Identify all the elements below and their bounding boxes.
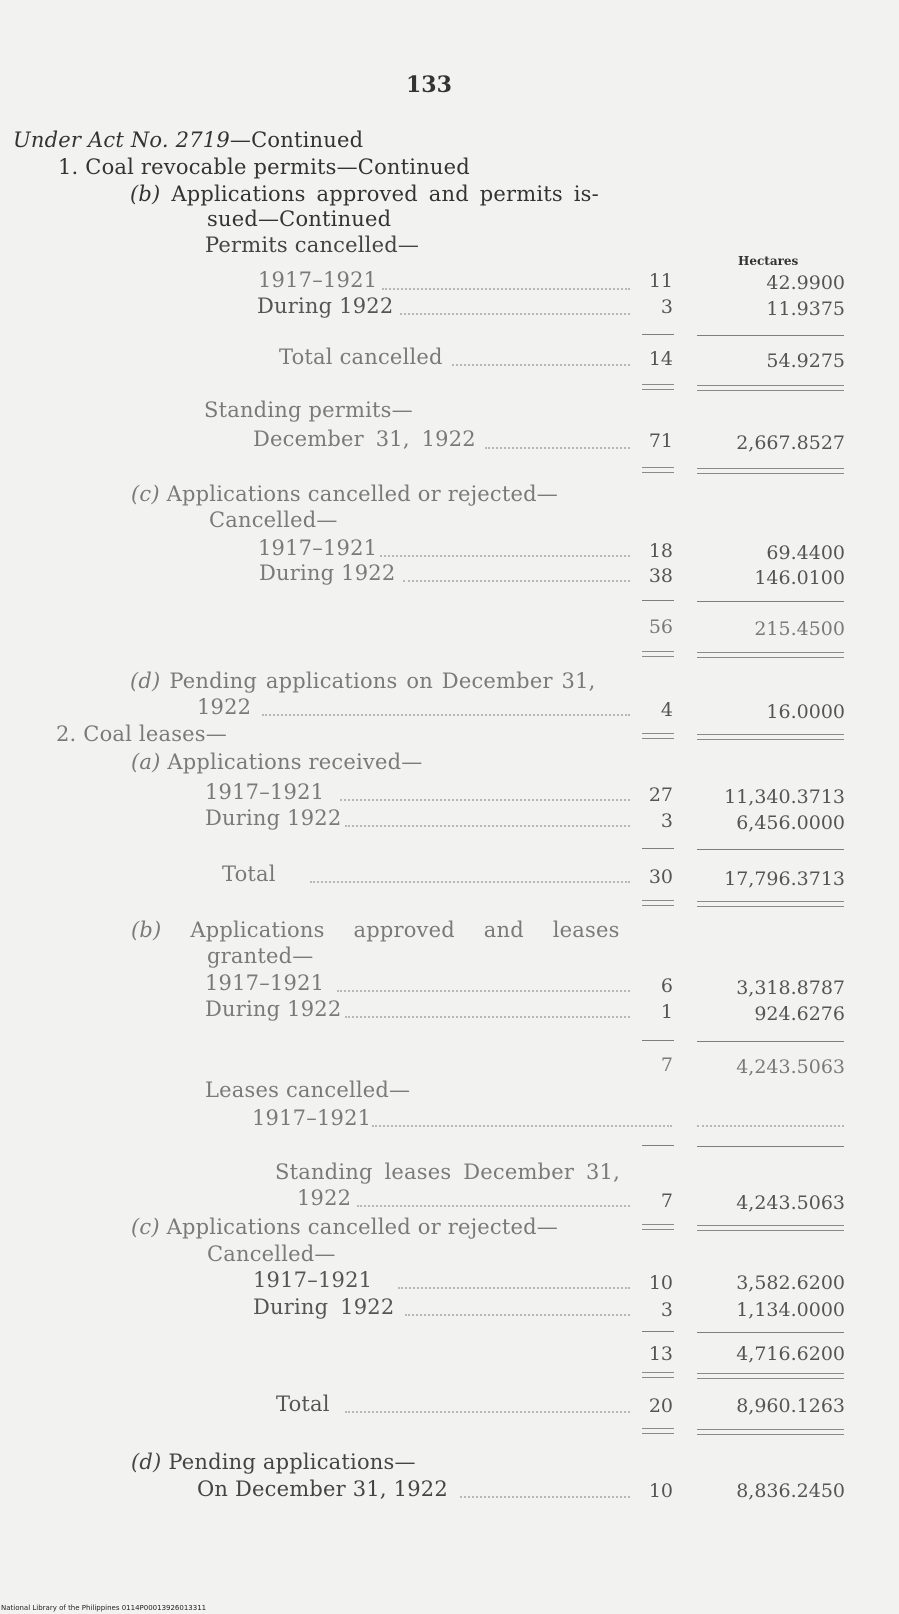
s2-c-total-count: 20: [648, 1395, 673, 1417]
page-number: 133: [406, 72, 452, 98]
s2-a-row1-count: 27: [648, 784, 673, 806]
s1-standing-row-label: December 31, 1922: [253, 427, 476, 451]
total-double-rule: [642, 651, 674, 657]
leader-dots: [697, 1125, 844, 1127]
s1-c-total-count: 56: [648, 616, 673, 638]
s2-c-total-label: Total: [276, 1392, 330, 1416]
s2-a-row2-label: During 1922: [205, 806, 342, 830]
s2-c-title: (c) Applications cancelled or rejected—: [131, 1215, 558, 1239]
s2-standing-row-count: 7: [660, 1190, 673, 1212]
s2-c-row1-count: 10: [648, 1272, 673, 1294]
permits-cancelled-label: Permits cancelled—: [205, 233, 420, 257]
footer-note: National Library of the Philippines 0114P00013926013311: [1, 1604, 207, 1612]
s1-c-row2-label: During 1922: [259, 561, 396, 585]
total-double-rule: [642, 384, 674, 390]
s2-c-row2-count: 3: [660, 1299, 673, 1321]
leader-dots: [398, 1287, 630, 1289]
act-heading: Under Act No. 2719—Continued: [13, 128, 364, 152]
s1-pc-row1-count: 11: [648, 270, 673, 292]
total-double-rule: [697, 468, 844, 474]
leader-dots: [405, 1314, 630, 1316]
sum-rule: [642, 600, 674, 601]
total-double-rule: [642, 1224, 674, 1230]
s1-total-cancelled-count: 14: [648, 348, 673, 370]
sum-rule: [697, 849, 844, 850]
leader-dots: [403, 580, 630, 582]
s1-pc-row1-hectares: 42.9900: [766, 272, 845, 294]
s2-b-row1-count: 6: [660, 975, 673, 997]
s1-total-cancelled-hectares: 54.9275: [766, 350, 845, 372]
s2-standing-row-label: 1922: [297, 1186, 352, 1210]
sum-rule: [697, 1332, 844, 1333]
s1-standing-row-count: 71: [648, 430, 673, 452]
s2-c-row1-hectares: 3,582.6200: [736, 1272, 845, 1294]
total-double-rule: [697, 901, 844, 907]
s2-a-row2-hectares: 6,456.0000: [736, 812, 845, 834]
s2-b-line1: (b) Applications approved and leases: [131, 918, 620, 942]
section2-title: 2. Coal leases—: [56, 722, 227, 746]
s1-pc-row2-label: During 1922: [257, 294, 394, 318]
s2-b-row2-label: During 1922: [205, 997, 342, 1021]
s1-pc-row2-hectares: 11.9375: [766, 298, 845, 320]
s2-a-title: (a) Applications received—: [131, 750, 423, 774]
s1-c-row1-count: 18: [648, 540, 673, 562]
total-double-rule: [642, 900, 674, 906]
s2-a-row1-hectares: 11,340.3713: [724, 786, 845, 808]
s2-b-total-count: 7: [660, 1054, 673, 1076]
s2-b-row1-hectares: 3,318.8787: [736, 977, 845, 999]
leader-dots: [262, 714, 630, 716]
sum-rule: [642, 1145, 674, 1146]
s1-standing-row-hectares: 2,667.8527: [736, 432, 845, 454]
s2-a-row2-count: 3: [660, 810, 673, 832]
s1-c-row1-hectares: 69.4400: [766, 542, 845, 564]
total-double-rule: [697, 385, 844, 391]
s2-d-row-hectares: 8,836.2450: [736, 1480, 845, 1502]
s1-c-row2-hectares: 146.0100: [754, 567, 845, 589]
s2-d-row-label: On December 31, 1922: [197, 1477, 448, 1501]
s2-c-row1-label: 1917–1921: [253, 1268, 373, 1292]
s2-d-title: (d) Pending applications—: [131, 1450, 416, 1474]
leader-dots: [357, 1205, 630, 1207]
total-double-rule: [642, 467, 674, 473]
hectares-column-header: Hectares: [738, 254, 799, 268]
total-double-rule: [642, 733, 674, 739]
leader-dots: [345, 1411, 630, 1413]
leader-dots: [310, 881, 630, 883]
s2-d-row-count: 10: [648, 1480, 673, 1502]
total-double-rule: [642, 1372, 674, 1378]
standing-permits-label: Standing permits—: [204, 398, 413, 422]
total-double-rule: [697, 1429, 844, 1435]
s1-c-total-hectares: 215.4500: [754, 618, 845, 640]
leader-dots: [400, 313, 630, 315]
s2-a-row1-label: 1917–1921: [205, 780, 325, 804]
s1-b-line2: sued—Continued: [207, 207, 392, 231]
sum-rule: [642, 1331, 674, 1332]
s2-a-total-label: Total: [222, 862, 276, 886]
s2-standing-line1: Standing leases December 31,: [275, 1160, 620, 1184]
s1-d-row-count: 4: [660, 699, 673, 721]
sum-rule: [697, 601, 844, 602]
leader-dots: [345, 825, 630, 827]
leader-dots: [340, 799, 630, 801]
s1-total-cancelled-label: Total cancelled: [279, 345, 443, 369]
s2-b-line2: granted—: [207, 944, 314, 968]
leader-dots: [372, 1125, 672, 1127]
s1-pc-row2-count: 3: [660, 296, 673, 318]
total-double-rule: [697, 734, 844, 740]
s2-b-row2-count: 1: [660, 1001, 673, 1023]
s1-pc-row1-label: 1917–1921: [258, 268, 378, 292]
s1-c-row2-count: 38: [648, 565, 673, 587]
s2-c-subtotal-count: 13: [648, 1343, 673, 1365]
s2-c-row2-hectares: 1,134.0000: [736, 1299, 845, 1321]
s2-b-total-hectares: 4,243.5063: [736, 1056, 845, 1078]
s2-c-total-hectares: 8,960.1263: [736, 1395, 845, 1417]
s2-c-subtotal-hectares: 4,716.6200: [736, 1343, 845, 1365]
sum-rule: [697, 1146, 844, 1147]
total-double-rule: [697, 652, 844, 658]
s2-c-row2-label: During 1922: [253, 1295, 395, 1319]
s1-c-row1-label: 1917–1921: [258, 536, 378, 560]
sum-rule: [642, 1040, 674, 1041]
total-double-rule: [642, 1428, 674, 1434]
s1-d-row-hectares: 16.0000: [766, 701, 845, 723]
leader-dots: [380, 555, 630, 557]
leader-dots: [337, 990, 630, 992]
sum-rule: [642, 848, 674, 849]
s2-c-cancelled-label: Cancelled—: [207, 1242, 336, 1266]
sum-rule: [697, 1041, 844, 1042]
leader-dots: [382, 288, 630, 290]
s1-b-line1: (b) Applications approved and permits is-: [130, 182, 599, 206]
total-double-rule: [697, 1373, 844, 1379]
s2-b-row1-label: 1917–1921: [205, 971, 325, 995]
s1-d-row-label: 1922: [197, 695, 252, 719]
s2-b-row2-hectares: 924.6276: [754, 1003, 845, 1025]
sum-rule: [697, 335, 844, 336]
s2-standing-row-hectares: 4,243.5063: [736, 1192, 845, 1214]
sum-rule: [642, 334, 674, 335]
s1-c-cancelled-label: Cancelled—: [209, 508, 338, 532]
leader-dots: [345, 1016, 630, 1018]
s2-a-total-count: 30: [648, 866, 673, 888]
s1-d-line1: (d) Pending applications on December 31,: [130, 669, 596, 693]
s2-lc-row-label: 1917–1921: [252, 1106, 372, 1130]
s1-c-title: (c) Applications cancelled or rejected—: [131, 482, 558, 506]
section1-title: 1. Coal revocable permits—Continued: [58, 155, 470, 179]
s2-a-total-hectares: 17,796.3713: [724, 868, 845, 890]
total-double-rule: [697, 1225, 844, 1231]
leases-cancelled-label: Leases cancelled—: [205, 1078, 411, 1102]
